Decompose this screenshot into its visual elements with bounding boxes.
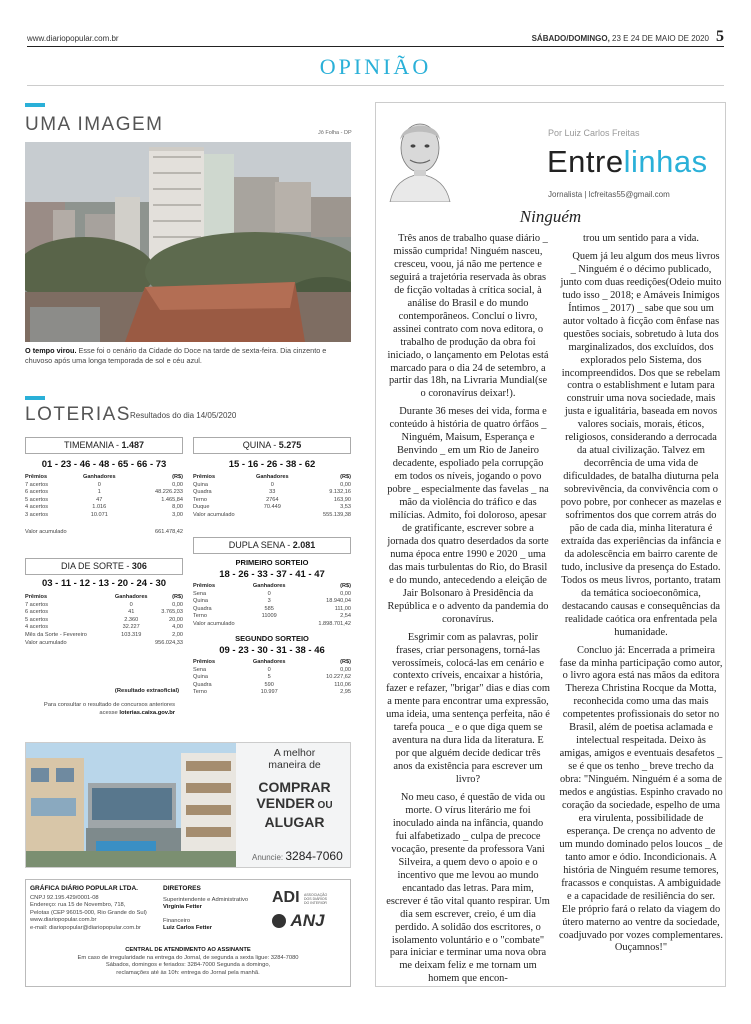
section-title: OPINIÃO	[319, 54, 432, 79]
second-draw-title: SEGUNDO SORTEIO	[235, 633, 309, 643]
caixa-link[interactable]: loterias.caixa.gov.br	[119, 710, 175, 716]
author-portrait	[380, 112, 460, 202]
dia-de-sorte-panel	[25, 558, 183, 646]
table-row: Sena 0 0,00	[193, 666, 351, 673]
table-row: Quina 0 0,00	[193, 481, 351, 488]
loterias-title: LOTERIAS	[25, 404, 131, 425]
timemania-numbers: 01 - 23 - 46 - 48 - 65 - 66 - 73	[41, 459, 167, 470]
paragraph: Esgrimir com as palavras, polir frases, criar personagens, torná-las verossímeis, colocá-las em cenário e contexto críveis, encaixar a história, fazer e refazer, "brigar" dias e dias com a mente para encontrar uma expressão, uma ideia, uma sentença perfeita, não é tarefa pouca _ e o que diga quem se aventura na dura lida da literatura. E por que alguém decide dedicar três anos da existência para escrever um livro?	[386, 631, 550, 786]
loterias-date: Resultados do dia 14/05/2020	[130, 411, 237, 420]
table-row: 6 acertos 41 3.765,03	[25, 609, 183, 616]
photo-caption: O tempo virou. Esse foi o cenário da Cidade do Doce na tarde de sexta-feira. Dia cinzento e chuvoso após uma longa temporada de sol e céu azul.	[25, 346, 327, 365]
site-link[interactable]: www.diariopopular.com.br	[30, 917, 97, 923]
paragraph: trou um sentido para a vida.	[583, 233, 699, 244]
table-row: Quina 5 10.227,62	[193, 674, 351, 681]
column-brand: Entrelinhas	[547, 144, 708, 179]
company-info: GRÁFICA DIÁRIO POPULAR LTDA. CNPJ 92.195.429/0001-08 Endereço: rua 15 de Novembro, 718, Pelotas (CEP 96015-000, Rio Grande do Sul) www.diariopopular.com.br e-mail: diariopopular@diariopopular.com.br	[30, 885, 150, 932]
table-row: 3 acertos 10.071 3,00	[25, 511, 183, 518]
author-contact: Jornalista | lcfreitas55@gmail.com	[548, 190, 670, 199]
adi-logo: ADI ASSOCIAÇÃO DOS DIÁRIOS DO INTERIOR	[272, 889, 328, 906]
table-row: Terno 11009 2,54	[193, 613, 351, 620]
paragraph: No meu caso, é questão de vida ou morte. O vírus literário me foi inoculado ainda na infância, quando fui alfabetizado _ culpa de precoce vocação, presente da professora Vani Silveira, a quem devo o apoio e o incentivo que me levou ao mundo encantado das letras. Para mim, escrever é tão vital quanto respirar. Um dia sem escrever, creio, é um dia perdido. A solidão dos escritores, o isolamento voluntário e o "combate" para iniciar e terminar uma nova obra me deixam feliz e me tornam um homem que encon-	[386, 792, 550, 985]
site-url: www.diariopopular.com.br	[27, 34, 119, 43]
timemania-header: TIMEMANIA - 1.487	[25, 437, 183, 454]
article-column-2	[559, 233, 723, 955]
table-row: 5 acertos 47 1.465,84	[25, 496, 183, 503]
directors: DIRETORES Superintendente e Administrativo Virgínia Fetter Financeiro Luiz Carlos Fetter	[163, 885, 249, 931]
edition-date: SÁBADO/DOMINGO, 23 E 24 DE MAIO DE 2020	[531, 34, 709, 43]
table-row: Terno 2764 163,90	[193, 496, 351, 503]
table-row: Quadra 585 111,00	[193, 605, 351, 612]
email-link[interactable]: e-mail: diariopopular@diariopopular.com.br	[30, 924, 141, 931]
paragraph: Concluo já: Encerrada a primeira fase da minha participação como autor, o livro agora está nas mãos da editora Thereza Christina Rocque da Motta, reconhecida como uma das mais competentes profissionais do setor no Brasil, além de poetisa aclamada e intelectual respeitada. Deixo às amigas, amigos e eventuais desafetos _ se é que os tenho _ breve trecho da obra: "Ninguém. Ninguém é a soma de medos e angústias. Espinho cravado no coração da sociedade, espelho de uma era virulenta, possibilidade de esperança. De crença no advento de um mundo dominado pelos loucos _ de tanto amor e ódio. Incondicionais. A história de Ninguém resume temores, fracassos e conquistas. A ambiguidade e a capacidade de resiliência do ser. Ele próprio fará o relato da viagem do útero materno ao ventre da sociedade, coadjuvado por vozes complementares. Ouçamnos!"	[559, 644, 723, 954]
paragraph: Três anos de trabalho quase diário _ missão cumprida! Ninguém nasceu, cresceu, voou, já não me pertence e seguirá a trajetória reservada às obras de ficção voltadas à crítica social, à análise do Brasil e do mundo contemporâneos. Concluí o livro, assinei contrato com nova editora, o trabalho de produção da obra foi iniciado, o lançamento em Pelotas está marcado para o dia 24 de setembro, a partir das 18h, na Livraria Mundial(se o coronavírus deixar!).	[387, 233, 549, 400]
table-row: Duque 70.449 3,53	[193, 504, 351, 511]
table-row: 4 acertos 32.227 4,00	[25, 624, 183, 631]
article-column-1	[386, 233, 550, 986]
extraofficial-note: (Resultado extraoficial)	[114, 688, 179, 694]
first-draw-title: PRIMEIRO SORTEIO	[235, 558, 309, 567]
second-draw-table: Prêmios Ganhadores (R$) Sena 0 0,00 Quina 5 10.227,62 Quadra 590 110,06 Terno 10.997 2,95	[193, 658, 351, 696]
quina-accumulated: Valor acumulado 555.139,38	[193, 511, 351, 518]
table-row: Quadra 33 9.132,16	[193, 489, 351, 496]
ad-phone: Anuncie: 3284-7060	[252, 849, 343, 863]
quina-table: Prêmios Ganhadores (R$) Quina 0 0,00 Quadra 33 9.132,16 Terno 2764 163,90 Duque 70.449 3,53	[193, 474, 351, 511]
table-row: 5 acertos 2.360 20,00	[25, 616, 183, 623]
dupla-sena-panel	[193, 537, 351, 697]
subscriber-service: CENTRAL DE ATENDIMENTO AO ASSINANTE Em caso de irregularidade na entrega do Jornal, de segunda a sexta ligue: 3284-7080 Sábados, domingos e feriados: 3284-7000 Segunda a domingo, reclamações até às 10h: entrega do Jornal pela manhã.	[77, 947, 299, 976]
timemania-panel	[25, 437, 183, 535]
page-number: 5	[716, 28, 724, 45]
timemania-table: Prêmios Ganhadores (R$) 7 acertos 0 0,00 6 acertos 1 48.226.233 5 acertos 47 1.465,84 4 acertos 1.016 8,00 3 acertos 10.071 3,00	[25, 474, 183, 518]
dia-de-sorte-accumulated: Valor acumulado 956.024,33	[25, 639, 183, 646]
quina-numbers: 15 - 16 - 26 - 38 - 62	[228, 459, 316, 470]
table-row: Quina 3 18.940,04	[193, 598, 351, 605]
timemania-accumulated: Valor acumulado 661.478,42	[25, 528, 183, 535]
first-draw-table: Prêmios Ganhadores (R$) Sena 0 0,00 Quina 3 18.940,04 Quadra 585 111,00 Terno 11009 2,54	[193, 583, 351, 620]
second-draw-numbers: 09 - 23 - 30 - 31 - 38 - 46	[219, 644, 325, 656]
table-row: 7 acertos 0 0,00	[25, 601, 183, 608]
quina-panel	[193, 437, 351, 518]
table-row: 4 acertos 1.016 8,00	[25, 504, 183, 511]
anj-logo: ANJ	[272, 911, 324, 931]
table-row: Sena 0 0,00	[193, 590, 351, 597]
ad-copy: A melhor maneira de COMPRAR VENDER OU ALUGAR	[256, 747, 333, 830]
table-row: 7 acertos 0 0,00	[25, 481, 183, 488]
dia-de-sorte-numbers: 03 - 11 - 12 - 13 - 20 - 24 - 30	[41, 578, 167, 589]
section-rule	[27, 85, 724, 86]
article-title: Ninguém	[519, 207, 582, 226]
accent-bar	[25, 396, 45, 400]
consult-note: Para consultar o resultado de concursos anteriores acesse loterias.caixa.gov.br	[43, 702, 175, 716]
author-line: Por Luiz Carlos Freitas	[548, 128, 640, 138]
table-row: Terno 10.997 2,95	[193, 689, 351, 696]
dia-de-sorte-table: Prêmios Ganhadores (R$) 7 acertos 0 0,00 6 acertos 41 3.765,03 5 acertos 2.360 20,00 4 acertos 32.227 4,00 Mês da Sorte - Fevereiro 103.319 2,00	[25, 594, 183, 638]
first-draw-numbers: 18 - 26 - 33 - 37 - 41 - 47	[219, 569, 325, 580]
header-rule	[27, 46, 724, 47]
dupla-sena-accumulated: Valor acumulado 1.898.701,42	[193, 620, 351, 627]
paragraph: Durante 36 meses dei vida, forma e conteúdo à história de quatro órfãos _ Ninguém, Maisum, Esperança e Benvindo _ em um Rio de Janeiro decadente, espoliado pela corrupção em todos os níveis, jogando o povo pobre _ especialmente das favelas _ na mão da violência do tráfico e das milícias. Admito, foi doloroso, apesar de gratificante, escrever sobre a jornada dos quatro deserdados da sorte numa época entre 1990 e 2020 _ uma das mais turbulentas do Rio, do Brasil e do mundo, antecedendo a eleição de Jair Bolsonaro à Presidência da República e o advento da pandemia do coronavírus.	[387, 406, 549, 625]
accent-bar	[25, 103, 45, 107]
dia-de-sorte-header: DIA DE SORTE - 306	[25, 558, 183, 575]
table-row: Quadra 590 110,06	[193, 681, 351, 688]
dupla-sena-header: DUPLA SENA - 2.081	[193, 537, 351, 554]
photo-credit: Jô Folha - DP	[318, 130, 352, 136]
quina-header: QUINA - 5.275	[193, 437, 351, 454]
imagem-title: UMA IMAGEM	[25, 114, 164, 135]
paragraph: Quem já leu algum dos meus livros _ Ninguém é o décimo publicado, junto com duas reedições(Odeio muito tudo isso _ 2018; e Amáveis Inimigos Íntimos _ 2017) _ sabe que sou um autor voltado à ficção com ênfase nas questões sociais, sobretudo à luta dos marginalizados, dos excluídos, dos explorados pelo Sistema, dos incompreendidos. Dos que se rebelam contra o establishment e lutam para construir uma nova sociedade, mais justa e igualitária, baseada em novos valores sociais, morais, éticos, religiosos, considerando a derrocada da atual civilização. Talvez em decorrência de uma vida de dificuldades, de batalha diuturna pela sobrevivência, da convivência com o povo pobre, por conhecer as mazelas e sofrimentos dos que correm atrás do pão de cada dia, minha literatura é extraída das experiências da infância e da adolescência em bairro carente de tudo, inclusive da presença do Estado. Todos os meus livros, portanto, tratam da temática socioeconômica, destacando causas e consequências da realidade caótica ora enfrentada pela humanidade.	[560, 250, 722, 638]
city-photo	[25, 142, 351, 342]
table-row: 6 acertos 1 48.226.233	[25, 489, 183, 496]
table-row: Mês da Sorte - Fevereiro 103.319 2,00	[25, 631, 183, 638]
